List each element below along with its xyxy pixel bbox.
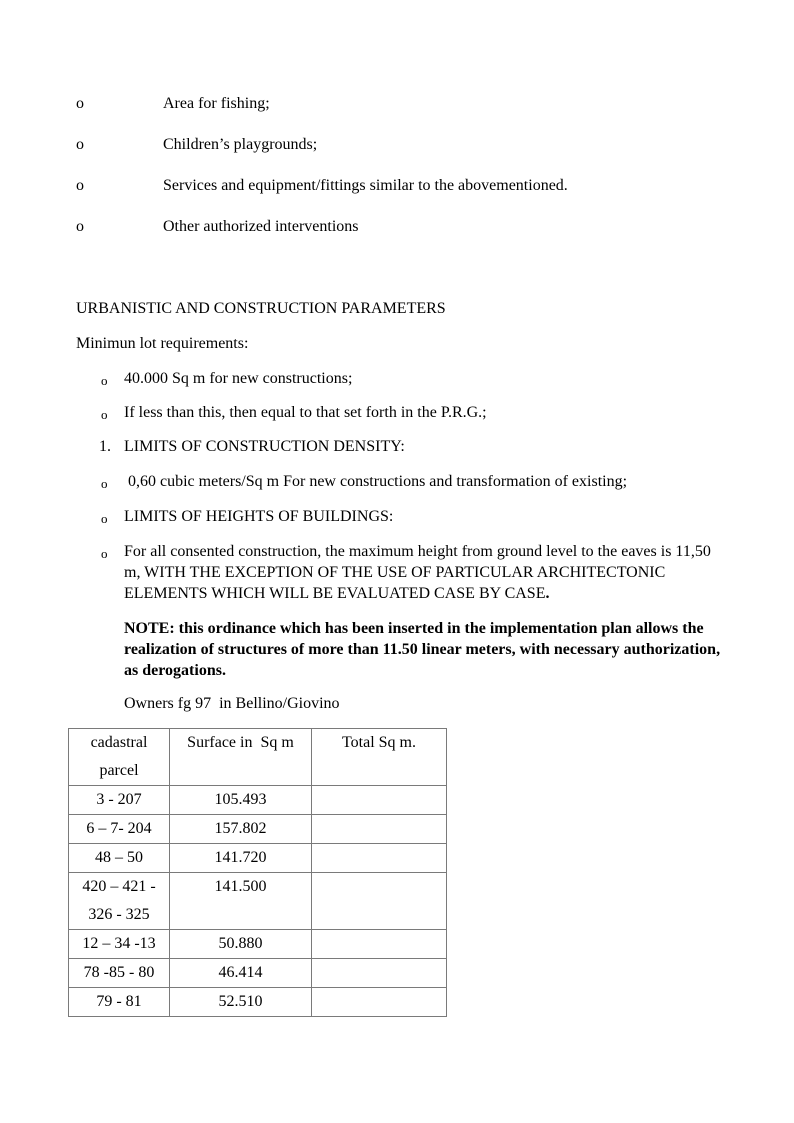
parcel-cell: 420 – 421 - 326 - 325 [69, 873, 170, 930]
table-row [69, 988, 447, 1017]
list-bullet: o [76, 136, 84, 153]
parcel-cell: 12 – 34 -13 [69, 930, 170, 959]
list-bullet: o [76, 95, 84, 112]
surface-cell: 46.414 [170, 959, 312, 988]
column-header-total: Total Sq m. [312, 729, 447, 786]
total-cell [312, 959, 447, 988]
surface-cell: 52.510 [170, 988, 312, 1017]
list-bullet: o [101, 511, 108, 526]
surface-cell: 157.802 [170, 815, 312, 844]
list-item: Children’s playgrounds; [163, 136, 318, 153]
table-row [69, 786, 447, 815]
total-cell [312, 844, 447, 873]
table-row [69, 930, 447, 959]
list-item: Services and equipment/fittings similar to the abovementioned. [163, 177, 568, 194]
list-bullet: o [101, 373, 108, 388]
list-bullet: o [101, 546, 108, 561]
list-item: Other authorized interventions [163, 218, 359, 235]
table-row [69, 815, 447, 844]
table-row [69, 873, 447, 930]
total-cell [312, 786, 447, 815]
column-header-parcel: cadastral parcel [69, 729, 170, 786]
owners-line: Owners fg 97 in Bellino/Giovino [124, 695, 340, 712]
column-header-surface: Surface in Sq m [170, 729, 312, 786]
surface-cell: 105.493 [170, 786, 312, 815]
list-item: LIMITS OF HEIGHTS OF BUILDINGS: [124, 508, 394, 525]
parcel-cell: 6 – 7- 204 [69, 815, 170, 844]
height-text: For all consented construction, the maximum height from ground level to the eaves is 11,50 m, WITH THE EXCEPTION OF THE USE OF PARTICULAR ARCHITECTONIC ELEMENTS WHICH WILL BE EVALUATED CASE BY CASE [124, 543, 711, 602]
surface-cell: 141.500 [170, 873, 312, 930]
list-bullet: o [101, 407, 108, 422]
total-cell [312, 815, 447, 844]
list-item: 40.000 Sq m for new constructions; [124, 370, 353, 387]
list-item: Area for fishing; [163, 95, 270, 112]
height-paragraph [124, 541, 724, 604]
parcel-table [68, 728, 447, 1017]
table-row [69, 844, 447, 873]
parcel-cell: 78 -85 - 80 [69, 959, 170, 988]
note-paragraph: NOTE: this ordinance which has been inserted in the implementation plan allows the realization of structures of more than 11.50 linear meters, with necessary authorization, as derogations. [124, 620, 721, 679]
surface-cell: 141.720 [170, 844, 312, 873]
list-bullet: o [76, 177, 84, 194]
list-item: LIMITS OF CONSTRUCTION DENSITY: [124, 438, 405, 455]
surface-cell: 50.880 [170, 930, 312, 959]
list-item: If less than this, then equal to that set forth in the P.R.G.; [124, 404, 487, 421]
parcel-cell: 3 - 207 [69, 786, 170, 815]
total-cell [312, 873, 447, 930]
parcel-cell: 79 - 81 [69, 988, 170, 1017]
table-header-row [69, 729, 447, 786]
list-bullet: o [76, 218, 84, 235]
list-bullet: o [101, 476, 108, 491]
list-number: 1. [99, 438, 111, 455]
total-cell [312, 930, 447, 959]
section-heading: URBANISTIC AND CONSTRUCTION PARAMETERS [76, 300, 446, 317]
height-text-end: . [545, 585, 550, 602]
total-cell [312, 988, 447, 1017]
table-row [69, 959, 447, 988]
lot-heading: Minimun lot requirements: [76, 335, 249, 352]
list-item: 0,60 cubic meters/Sq m For new constructions and transformation of existing; [124, 473, 628, 490]
parcel-cell: 48 – 50 [69, 844, 170, 873]
